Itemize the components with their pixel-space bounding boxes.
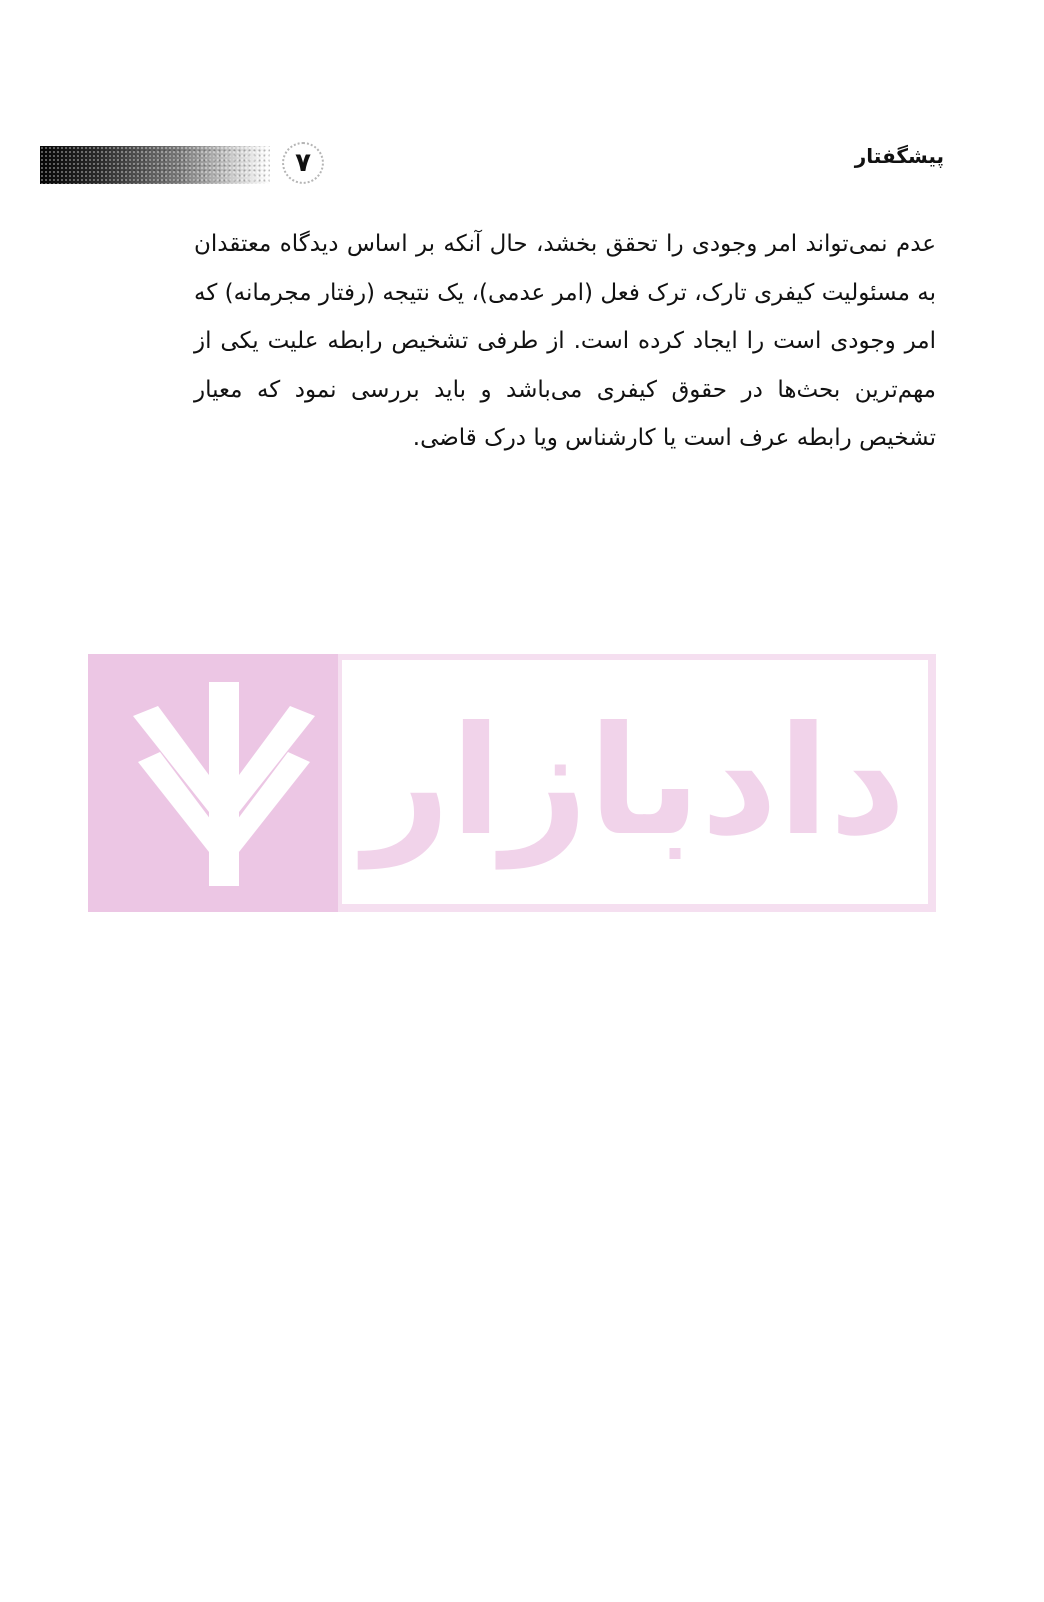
watermark-brand-text: دادبازار [363, 695, 907, 869]
watermark-banner [88, 654, 936, 912]
tree-branch-logo-icon [88, 654, 338, 912]
running-head: پیشگفتار [854, 144, 944, 168]
page-number: ۷ [278, 138, 328, 188]
watermark-text-panel [342, 660, 928, 904]
header-decorative-bar [40, 146, 270, 184]
body-paragraph: عدم نمی‌تواند امر وجودی را تحقق بخشد، حال آنکه بر اساس دیدگاه معتقدان به مسئولیت کیفری تارک، ترک فعل (امر عدمی)، یک نتیجه (رفتار مجرمانه) که امر وجودی است را ایجاد کرده است. از طرفی تشخیص رابطه علیت یکی از مهم‌ترین بحث‌ها در حقوق کیفری می‌باشد و باید بررسی نمود که معیار تشخیص رابطه عرف است یا کارشناس ویا درک قاضی. [194, 231, 936, 451]
